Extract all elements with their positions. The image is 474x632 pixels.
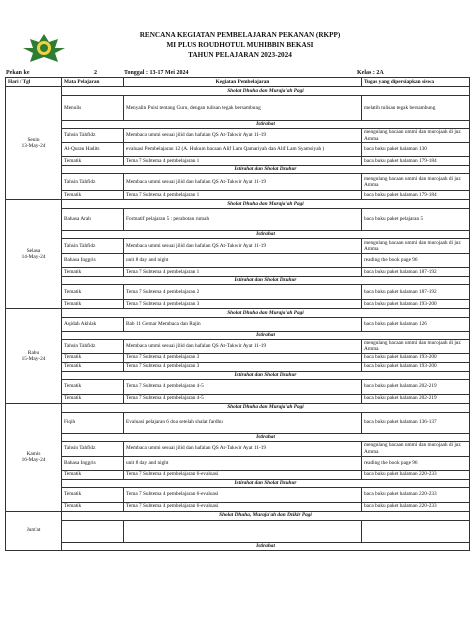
section-label: Istirahat dan Sholat Dzuhur (62, 479, 470, 487)
section-label: Istirahat dan Sholat Dzuhur (62, 371, 470, 379)
task-cell: baca buku paket halaman 130 (362, 143, 470, 157)
day-name: Rabu (27, 349, 40, 356)
task-cell: mengulang bacaan ummi dan murojaah di juz Amma (362, 129, 470, 143)
table-row (6, 143, 470, 157)
table-section-row (6, 231, 470, 239)
subject-cell: Tahsin Tahfidz (62, 174, 124, 191)
subject-cell: Tematik (62, 394, 124, 403)
task-cell: baca buku paket halaman 136-137 (362, 412, 470, 433)
table-row (6, 441, 470, 456)
table-row (6, 191, 470, 200)
day-name: Selasa (26, 247, 41, 254)
schedule-table (5, 77, 470, 551)
table-row (6, 239, 470, 254)
subject-cell: Aqidah Akhlak (62, 318, 124, 332)
task-cell (362, 520, 470, 542)
activity-cell: Tema 7 Subtema 4 pembelajaran 1 (124, 268, 362, 277)
task-cell: reading the book page 96 (362, 254, 470, 268)
table-row (6, 318, 470, 332)
table-row (6, 502, 470, 511)
task-cell: baca buku paket halaman 193-200 (362, 362, 470, 371)
day-date: 15-May-24 (21, 355, 46, 362)
activity-cell: Membaca ummi sesuai jilid dan hafalan QS At-Takwir Ayat 11-19 (124, 174, 362, 191)
table-row (6, 394, 470, 403)
header-school: MI PLUS ROUDHOTUL MUHIBBIN BEKASI (166, 41, 314, 49)
activity-cell: Tema 7 Subtema 4 pembelajaran 2 (124, 285, 362, 300)
col-header-day: Hari / Tgl (6, 78, 62, 87)
day-cell (6, 403, 62, 511)
table-row (6, 174, 470, 191)
col-header-activity: Kegiatan Pembelajaran (124, 78, 362, 87)
table-row (6, 96, 470, 121)
section-label: Istirahat (62, 542, 470, 550)
table-row (6, 456, 470, 470)
activity-cell: Tema 7 Subtema 4 pembelajaran 3 (124, 353, 362, 362)
subject-cell: Menulis (62, 96, 124, 121)
table-row (6, 300, 470, 309)
activity-cell: Membaca ummi sesuai jilid dan hafalan QS At-Takwir Ayat 11-19 (124, 441, 362, 456)
table-section-row (6, 121, 470, 129)
task-cell: baca buku paket halaman 187-192 (362, 285, 470, 300)
day-date: 14-May-24 (21, 254, 46, 260)
subject-cell: Tematik (62, 502, 124, 511)
day-name: Kamis (26, 450, 41, 457)
section-label: Istirahat (62, 121, 470, 129)
section-label: Sholat Dhuha dan Muraja'ah Pagi (62, 309, 470, 318)
activity-cell: Tema 7 Subtema 4 pembelajaran 4-5 (124, 379, 362, 394)
subject-cell: Fiqih (62, 412, 124, 433)
activity-cell: Tema 7 Subtema 4 pembelajaran 6-evaluasi (124, 470, 362, 479)
activity-cell: Tema 7 Subtema 4 pembelajaran 3 (124, 300, 362, 309)
task-cell: baca buku paket halaman 179-184 (362, 157, 470, 166)
activity-cell: Tema 7 Subtema 4 pembelajaran 4-5 (124, 394, 362, 403)
task-cell: baca buku paket halaman 220-233 (362, 502, 470, 511)
day-cell (6, 511, 62, 550)
subject-cell: Tematik (62, 300, 124, 309)
task-cell: baca buku paket halaman 193-200 (362, 300, 470, 309)
subject-cell: Bahasa Inggris (62, 456, 124, 470)
subject-cell: Tahsin Tahfidz (62, 441, 124, 456)
activity-cell: Tema 7 Subtema 4 pembelajaran 6-evaluasi (124, 487, 362, 502)
subject-cell: Al-Quran Hadits (62, 143, 124, 157)
table-row (6, 209, 470, 231)
table-row (6, 412, 470, 433)
activity-cell: Membaca ummi sesuai jilid dan hafalan QS At-Takwir Ayat 11-19 (124, 239, 362, 254)
activity-cell: Membaca ummi sesuai jilid dan hafalan QS At-Takwir Ayat 11-19 (124, 129, 362, 143)
activity-cell: Tema 7 Subtema 4 pembelajaran 1 (124, 157, 362, 166)
table-row (6, 362, 470, 371)
task-cell: baca buku paket halaman 220-233 (362, 487, 470, 502)
task-cell: baca buku paket pelajaran 5 (362, 209, 470, 231)
subject-cell: Tahsin Tahfidz (62, 129, 124, 143)
table-row (6, 340, 470, 354)
activity-cell (124, 520, 362, 542)
task-cell: baca buku paket halaman 179-184 (362, 191, 470, 200)
subject-cell: Bahasa Arab (62, 209, 124, 231)
subject-cell: Tahsin Tahfidz (62, 239, 124, 254)
task-cell: reading the book page 96 (362, 456, 470, 470)
table-row (6, 268, 470, 277)
subject-cell (62, 520, 124, 542)
table-section-row (6, 166, 470, 174)
table-section-row (6, 542, 470, 550)
day-name: Senin (27, 136, 40, 143)
class-label: Kelas : 2A (357, 70, 384, 76)
activity-cell: Membaca ummi sesuai jilid dan hafalan QS At-Takwir Ayat 11-19 (124, 340, 362, 354)
subject-cell: Tematik (62, 268, 124, 277)
table-section-row (6, 277, 470, 285)
subject-cell: Tematik (62, 191, 124, 200)
task-cell: mengulang bacaan ummi dan murojaah di juz Amma (362, 174, 470, 191)
activity-cell: unit 8 day and night (124, 254, 362, 268)
subject-cell: Tematik (62, 362, 124, 371)
day-date: 13-May-24 (21, 143, 46, 149)
day-cell (6, 87, 62, 200)
task-cell: baca buku paket halaman 202-219 (362, 379, 470, 394)
table-row (6, 470, 470, 479)
table-row (6, 353, 470, 362)
task-cell: mengulang bacaan ummi dan murojaah di juz Amma (362, 239, 470, 254)
pekan-label: Pekan ke (6, 70, 30, 76)
header-year: TAHUN PELAJARAN 2023-2024 (188, 51, 292, 59)
activity-cell: Evaluasi pelajaran 6 doa setelah shalat fardhu (124, 412, 362, 433)
date-range: Tonggal : 13-17 Mei 2024 (124, 70, 189, 76)
table-row (6, 487, 470, 502)
header-title: RENCANA KEGIATAN PEMBELAJARAN PEKANAN (RKPP) (139, 31, 341, 39)
activity-cell: Tema 7 Subtema 4 pembelajaran 1 (124, 191, 362, 200)
section-label: Sholat Dhuha dan Muraja'ah Pagi (62, 403, 470, 412)
subject-cell: Tahsin Tahfidz (62, 340, 124, 354)
task-cell: baca buku paket halaman 187-192 (362, 268, 470, 277)
table-section-row (6, 479, 470, 487)
task-cell: mengulang bacaan ummi dan murojaah di juz Amma (362, 441, 470, 456)
table-row (6, 379, 470, 394)
activity-cell: evaluasi Pembelajaran 12 (A. Hukum bacaan Alif Lam Qamariyah dan Alif Lam Syamsiyah ) (124, 143, 362, 157)
section-label: Istirahat (62, 231, 470, 239)
section-label: Istirahat (62, 433, 470, 441)
subject-cell: Tematik (62, 487, 124, 502)
section-label: Istirahat dan Sholat Dzuhur (62, 166, 470, 174)
activity-cell: Tema 7 Subtema 4 pembelajaran 3 (124, 362, 362, 371)
col-header-task: Tugas yang dipersiapkan siswa (362, 78, 470, 87)
day-cell (6, 200, 62, 309)
day-date: 16-May-24 (21, 457, 46, 464)
table-row (6, 129, 470, 143)
subject-cell: Tematik (62, 379, 124, 394)
section-label: Sholat Dhuha dan Muraja'ah Pagi (62, 200, 470, 209)
section-label: Sholat Dhuha, Muraja'ah dan Dzikir Pagi (62, 511, 470, 520)
col-header-subject: Mata Pelajaran (62, 78, 124, 87)
document-header (80, 30, 400, 60)
task-cell: baca buku paket halaman 126 (362, 318, 470, 332)
subject-cell: Bahasa Inggris (62, 254, 124, 268)
table-section-row (6, 200, 470, 209)
table-section-row (6, 511, 470, 520)
subject-cell: Tematik (62, 353, 124, 362)
section-label: Istirahat dan Sholat Dzuhur (62, 277, 470, 285)
table-row (6, 520, 470, 542)
pekan-value: 2 (94, 70, 97, 76)
task-cell: melatih tulisan tegak bersambung (362, 96, 470, 121)
table-row (6, 157, 470, 166)
table-row (6, 285, 470, 300)
day-cell (6, 309, 62, 404)
table-section-row (6, 87, 470, 96)
activity-cell: Tema 7 Subtema 4 pembelajaran 6-evaluasi (124, 502, 362, 511)
table-section-row (6, 309, 470, 318)
activity-cell: Bab 11 Gemar Membaca dan Rajin (124, 318, 362, 332)
task-cell: mengulang bacaan ummi dan murojaah di juz Amma (362, 340, 470, 354)
subject-cell: Tematik (62, 470, 124, 479)
day-name: Jum'at (26, 527, 41, 534)
task-cell: baca buku paket halaman 193-200 (362, 353, 470, 362)
subject-cell: Tematik (62, 157, 124, 166)
table-header-row (6, 78, 470, 87)
activity-cell: Menyalin Puisi tentang Guru, dengan tulisan tegak bersambung (124, 96, 362, 121)
school-logo (22, 33, 66, 63)
subject-cell: Tematik (62, 285, 124, 300)
table-section-row (6, 433, 470, 441)
section-label: Istirahat (62, 332, 470, 340)
task-cell: baca buku paket halaman 202-219 (362, 394, 470, 403)
activity-cell: Formatif pelajaran 5 : perabotan rumah (124, 209, 362, 231)
section-label: Sholat Dhuha dan Muraja'ah Pagi (62, 87, 470, 96)
table-section-row (6, 332, 470, 340)
activity-cell: unit 8 day and night (124, 456, 362, 470)
table-section-row (6, 371, 470, 379)
table-row (6, 254, 470, 268)
table-section-row (6, 403, 470, 412)
task-cell: baca buku paket halaman 220-233 (362, 470, 470, 479)
